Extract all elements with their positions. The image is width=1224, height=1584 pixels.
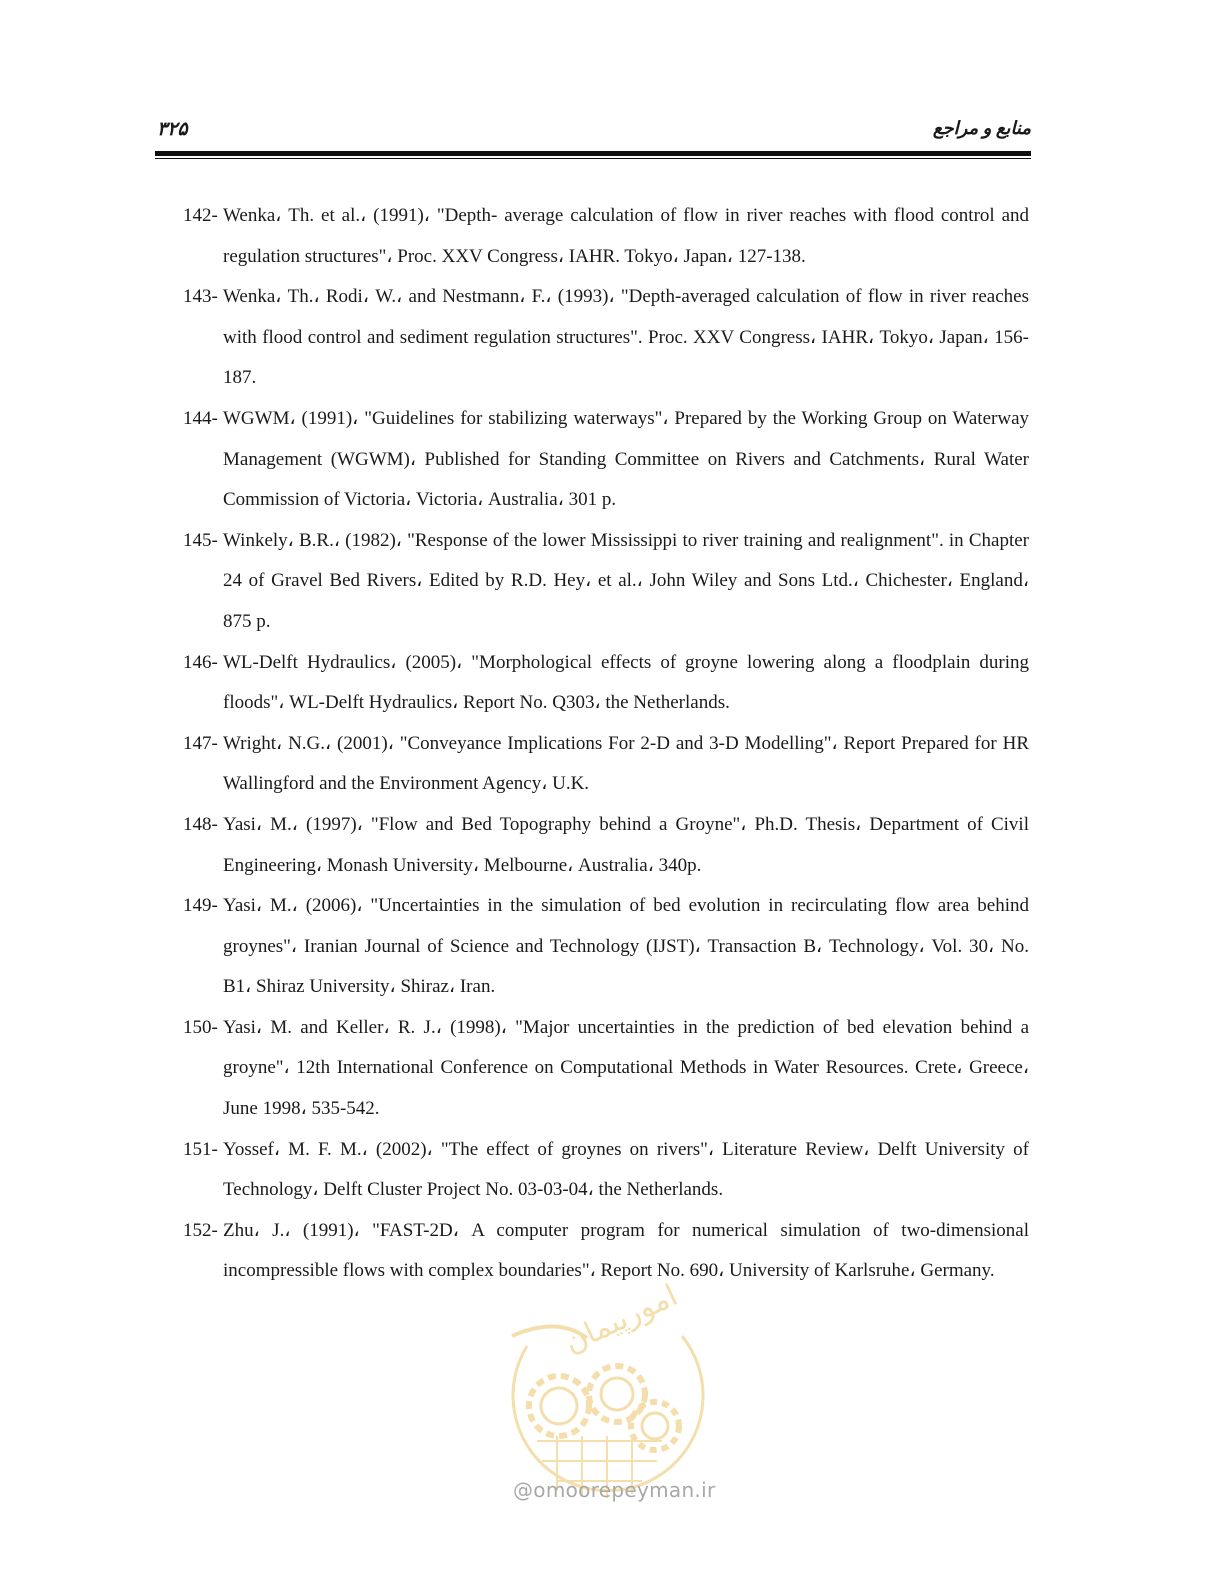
reference-item [183, 805, 1029, 886]
reference-item [183, 196, 1029, 277]
header-rule-thin [155, 158, 1031, 159]
reference-text: Yasi، M. and Keller، R. J.، (1998)، "Major uncertainties in the prediction of bed elevation behind a groyne"، 12th International Conference on Computational Methods in Water Resources. Crete، Greece، June 1998، 535-542. [223, 1016, 1029, 1120]
reference-number: 152- [183, 1219, 218, 1241]
reference-number: 148- [183, 813, 218, 835]
reference-number: 143- [183, 286, 218, 308]
page-header [155, 118, 1031, 144]
page-number: ۳۲۵ [157, 119, 188, 140]
reference-text: Wright، N.G.، (2001)، "Conveyance Implications For 2-D and 3-D Modelling"، Report Prepared for HR Wallingford and the Environment Agency، U.K. [223, 732, 1029, 795]
reference-item [183, 724, 1029, 805]
reference-number: 151- [183, 1138, 218, 1160]
reference-item [183, 399, 1029, 521]
reference-text: Winkely، B.R.، (1982)، "Response of the lower Mississippi to river training and realignment". in Chapter 24 of Gravel Bed Rivers، Edited by R.D. Hey، et al.، John Wiley and Sons Ltd.، Chichester، England، 875 p. [223, 529, 1029, 632]
reference-list [183, 196, 1029, 1292]
reference-item [183, 643, 1029, 724]
reference-text: Wenka، Th.، Rodi، W.، and Nestmann، F.، (1993)، "Depth-averaged calculation of flow in river reaches with flood control and sediment regulation structures". Proc. XXV Congress، IAHR، Tokyo، Japan، 156-187. [223, 286, 1029, 389]
reference-number: 144- [183, 407, 218, 429]
reference-text: Yasi، M.، (2006)، "Uncertainties in the simulation of bed evolution in recirculating flow area behind groynes"، Iranian Journal of Science and Technology (IJST)، Transaction B، Technology، Vol. 30، No. B1، Shiraz University، Shiraz، Iran. [223, 895, 1029, 998]
reference-text: Zhu، J.، (1991)، "FAST-2D، A computer program for numerical simulation of two-dimensional incompressible flows with complex boundaries"، Report No. 690، University of Karlsruhe، Germany. [223, 1219, 1029, 1282]
watermark-logo-icon [497, 1276, 707, 1506]
reference-number: 150- [183, 1016, 218, 1038]
reference-item [183, 886, 1029, 1008]
reference-number: 142- [183, 205, 218, 226]
reference-text: Yossef، M. F. M.، (2002)، "The effect of groynes on rivers"، Literature Review، Delft University of Technology، Delft Cluster Project No. 03-03-04، the Netherlands. [223, 1138, 1029, 1201]
reference-item [183, 1008, 1029, 1130]
watermark-logo-text: امورپیمان [559, 1278, 683, 1361]
reference-number: 145- [183, 529, 218, 551]
chapter-title: منابع و مراجع [932, 118, 1031, 138]
reference-text: Wenka، Th. et al.، (1991)، "Depth- average calculation of flow in river reaches with flood control and regulation structures"، Proc. XXV Congress، IAHR. Tokyo، Japan، 127-138. [223, 205, 1029, 267]
header-rule-thick [155, 151, 1031, 156]
reference-text: WGWM، (1991)، "Guidelines for stabilizing waterways"، Prepared by the Working Group on Waterway Management (WGWM)، Published for Standing Committee on Rivers and Catchments، Rural Water Commission of Victoria، Victoria، Australia، 301 p. [223, 407, 1029, 511]
reference-number: 146- [183, 651, 218, 673]
reference-item [183, 521, 1029, 643]
reference-number: 149- [183, 895, 218, 917]
reference-number: 147- [183, 732, 218, 754]
watermark-site: @omoorepeyman.ir [513, 1478, 716, 1502]
reference-item [183, 277, 1029, 399]
reference-item [183, 1130, 1029, 1211]
reference-text: Yasi، M.، (1997)، "Flow and Bed Topography behind a Groyne"، Ph.D. Thesis، Department of Civil Engineering، Monash University، Melbourne، Australia، 340p. [223, 813, 1029, 876]
reference-text: WL-Delft Hydraulics، (2005)، "Morphological effects of groyne lowering along a floodplain during floods"، WL-Delft Hydraulics، Report No. Q303، the Netherlands. [223, 651, 1029, 714]
